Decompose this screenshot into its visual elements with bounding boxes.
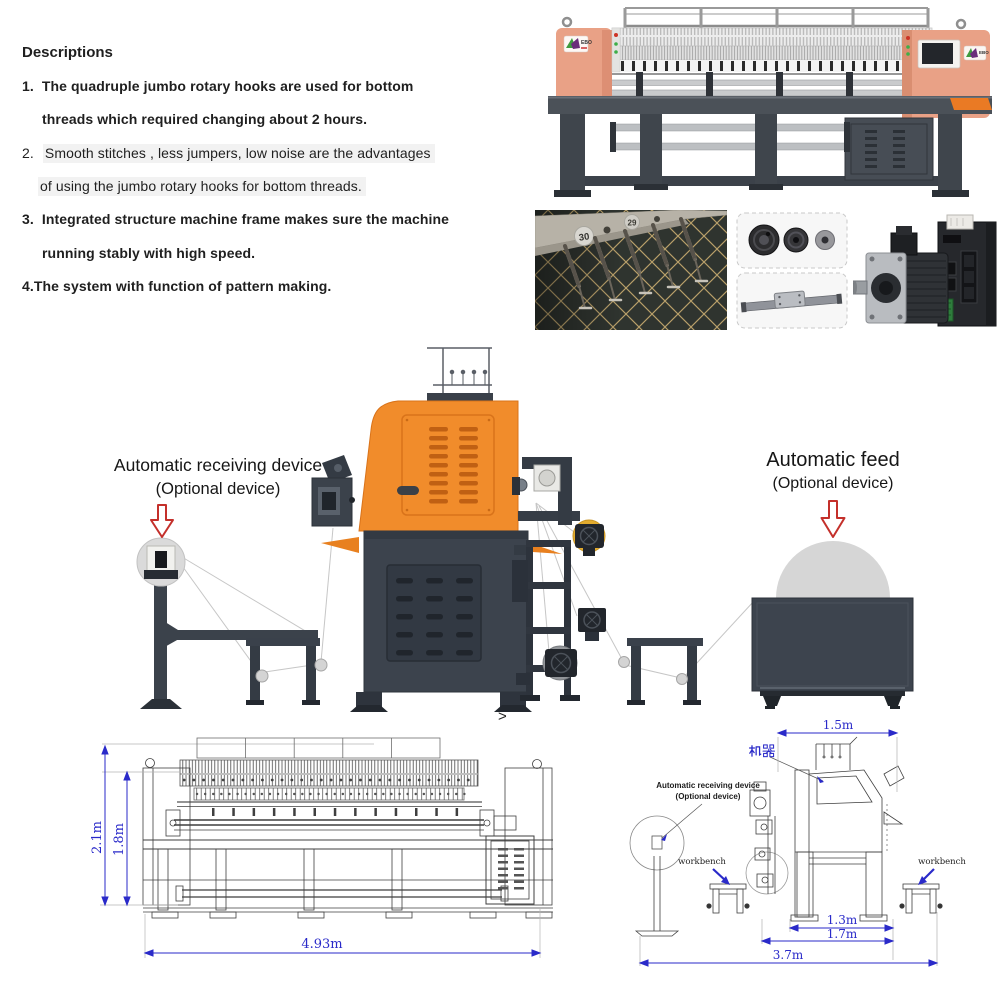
front-drawing-machine [102, 738, 553, 918]
machine-base-frame [548, 96, 992, 197]
feed-arrow-icon [822, 501, 845, 537]
item-2-text: Smooth stitches , less jumpers, low noise are the advantages [43, 144, 435, 163]
quilting-detail-photo [535, 210, 727, 330]
dim-outer: 1.7m [826, 927, 858, 941]
machine-leg [560, 114, 585, 192]
side-receiving-roll [630, 816, 684, 870]
workbench-label-right: workbench [918, 857, 966, 867]
servo-motor-photo [853, 213, 1000, 330]
side-drawing-dimensions [640, 718, 937, 966]
dim-top: 1.5m [822, 718, 854, 732]
side-elevation-drawing [598, 712, 1000, 990]
needle-head-row [600, 28, 945, 74]
component-photos [735, 210, 850, 330]
dim-height-outer: 2.1m [90, 820, 105, 854]
receiving-device-stand [137, 538, 327, 709]
descriptions-heading [22, 44, 113, 62]
description-item-2-line-2: of using the jumbo rotary hooks for bottom threads. [38, 178, 366, 194]
dim-height-inner: 1.8m [112, 822, 127, 856]
description-item-3-line-1: 3. Integrated structure machine frame makes sure the machine [22, 211, 450, 227]
machine-front-photo [540, 0, 1000, 200]
dim-width: 4.93m [301, 937, 343, 952]
brand-text-right: EBO [979, 50, 989, 55]
workbench-label-left: workbench [678, 857, 726, 867]
automatic-feed-label: Automatic feed (Optional device) [766, 449, 900, 492]
touchscreen[interactable] [922, 43, 953, 64]
dim-inner: 1.3m [826, 913, 858, 927]
top-thread-rail [625, 8, 928, 28]
lifting-eyelet-left [563, 18, 571, 26]
brand-text-left: EBO [581, 40, 592, 46]
electrical-cabinet [845, 118, 933, 180]
description-item-3-line-2: running stably with high speed. [42, 245, 256, 261]
svg-text:30: 30 [578, 231, 591, 244]
machine-base-cabinet [350, 531, 532, 712]
description-item-2-line-1 [22, 145, 435, 161]
linear-rail-photo [737, 273, 847, 328]
description-item-1-line-1: 1. The quadruple jumbo rotary hooks are used for bottom [22, 78, 414, 94]
motor-connector [891, 233, 917, 255]
description-item-1-line-2: threads which required changing about 2 hours. [42, 111, 368, 127]
side-drawing-machine [630, 737, 942, 936]
side-receiving-label-line2: (Optional device) [675, 792, 741, 801]
receiving-arrow-icon [151, 505, 173, 537]
receiving-device-label: Automatic receiving device (Optional device) [113, 455, 323, 498]
feed-roller-tower [512, 457, 606, 701]
description-item-4: 4.The system with function of pattern making. [22, 278, 332, 294]
svg-text:29: 29 [627, 218, 637, 228]
side-view-illustration [0, 335, 1000, 715]
status-indicator-light [614, 42, 618, 46]
stray-chevron-char: > [498, 708, 507, 725]
automatic-feed-unit [752, 541, 913, 709]
dim-total: 3.7m [772, 948, 804, 962]
side-drawing-labels [656, 781, 966, 867]
head-handle [397, 486, 419, 495]
servo-motor [853, 226, 948, 323]
fabric-roller-assembly [584, 72, 958, 100]
machine-cn-label-text [748, 742, 780, 761]
power-indicator-light [614, 33, 618, 37]
item-2-number: 2. [22, 145, 34, 161]
side-receiving-label-line1: Automatic receiving device [656, 781, 760, 790]
descriptions-title-text: Descriptions [22, 44, 113, 61]
rotary-hooks-photo [737, 213, 847, 268]
thread-rack [427, 348, 493, 401]
lifting-eyelet-right [957, 20, 965, 28]
front-elevation-drawing [82, 722, 560, 972]
middle-bench [619, 638, 704, 705]
fabric-roll-dome [776, 541, 890, 598]
orange-accent-tab [950, 98, 992, 110]
